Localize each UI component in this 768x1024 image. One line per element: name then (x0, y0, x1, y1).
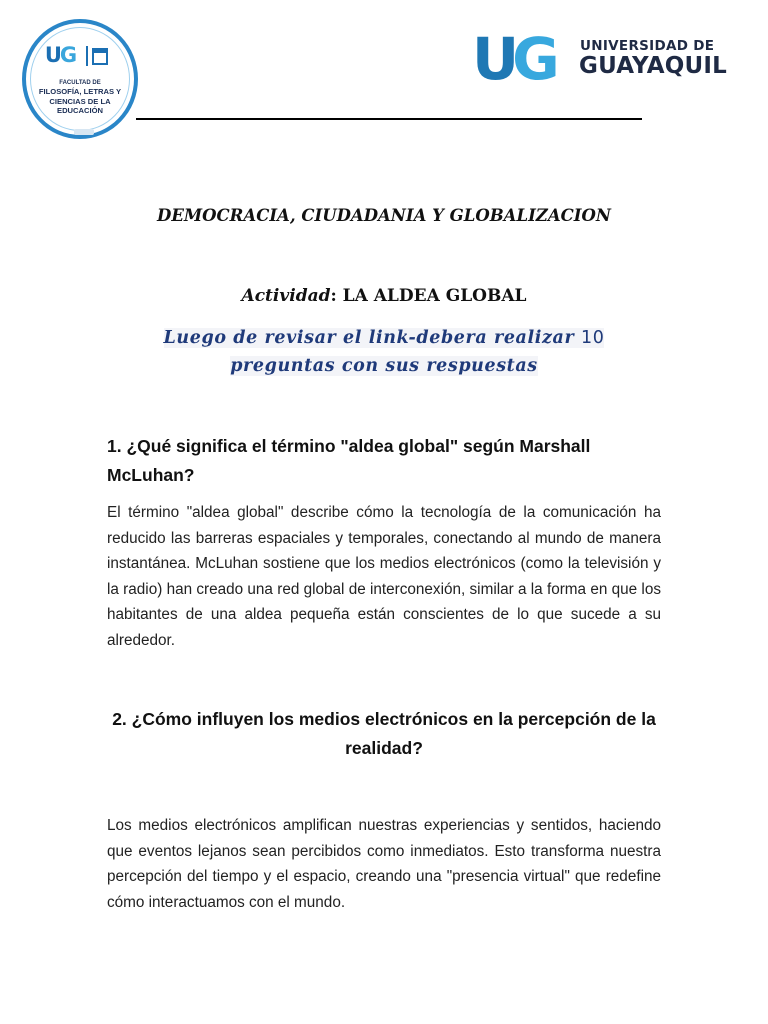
seal-ug-mark (0, 43, 134, 67)
seal-small-label: FACULTAD DE (59, 80, 101, 86)
university-logo (472, 26, 742, 92)
instruction-number: 10 (580, 328, 605, 348)
activity-label: Actividad (241, 286, 331, 306)
building-icon (92, 48, 108, 65)
faculty-seal-logo (22, 19, 138, 139)
seal-logo-text: UG (44, 43, 76, 67)
university-name-line1: UNIVERSIDAD DE (580, 38, 715, 54)
header-divider (136, 118, 642, 120)
instruction-text (110, 324, 658, 380)
activity-heading (0, 286, 768, 306)
document-title: DEMOCRACIA, CIUDADANIA Y GLOBALIZACION (157, 206, 611, 225)
answer-1: El término "aldea global" describe cómo la tecnología de la comunicación ha reducido las barreras espaciales y temporales, conectando al mundo de manera instantánea. McLuhan sostiene que los medios electrónicos (como la televisión y la radio) han creado una red global de interconexión, similar a la forma en que los habitantes de una aldea pequeña están conscientes de lo que sucede a su alrededor. (107, 504, 661, 649)
university-ug-mark: UG (472, 25, 553, 93)
answer-2: Los medios electrónicos amplifican nuestras experiencias y sentidos, haciendo que eventos lejanos sean percibidos como inmediatos. Esto transforma nuestra percepción del tiempo y el espacio, creando una "presencia virtual" que redefine cómo interactuamos con el mundo. (107, 817, 661, 911)
seal-mini-badge (74, 129, 94, 135)
instruction-part1: Luego de revisar el link-debera realizar (163, 328, 581, 348)
university-name-line2: GUAYAQUIL (579, 53, 727, 79)
instruction-part2: preguntas con sus respuestas (230, 356, 538, 376)
activity-value: : LA ALDEA GLOBAL (330, 286, 527, 306)
seal-faculty-name: FILOSOFÍA, LETRAS Y CIENCIAS DE LA EDUCACIÓN (38, 87, 122, 115)
question-2: 2. ¿Cómo influyen los medios electrónicos en la percepción de la realidad? (112, 709, 656, 758)
seal-divider (86, 46, 88, 66)
question-1: 1. ¿Qué significa el término "aldea global" según Marshall McLuhan? (107, 436, 591, 485)
